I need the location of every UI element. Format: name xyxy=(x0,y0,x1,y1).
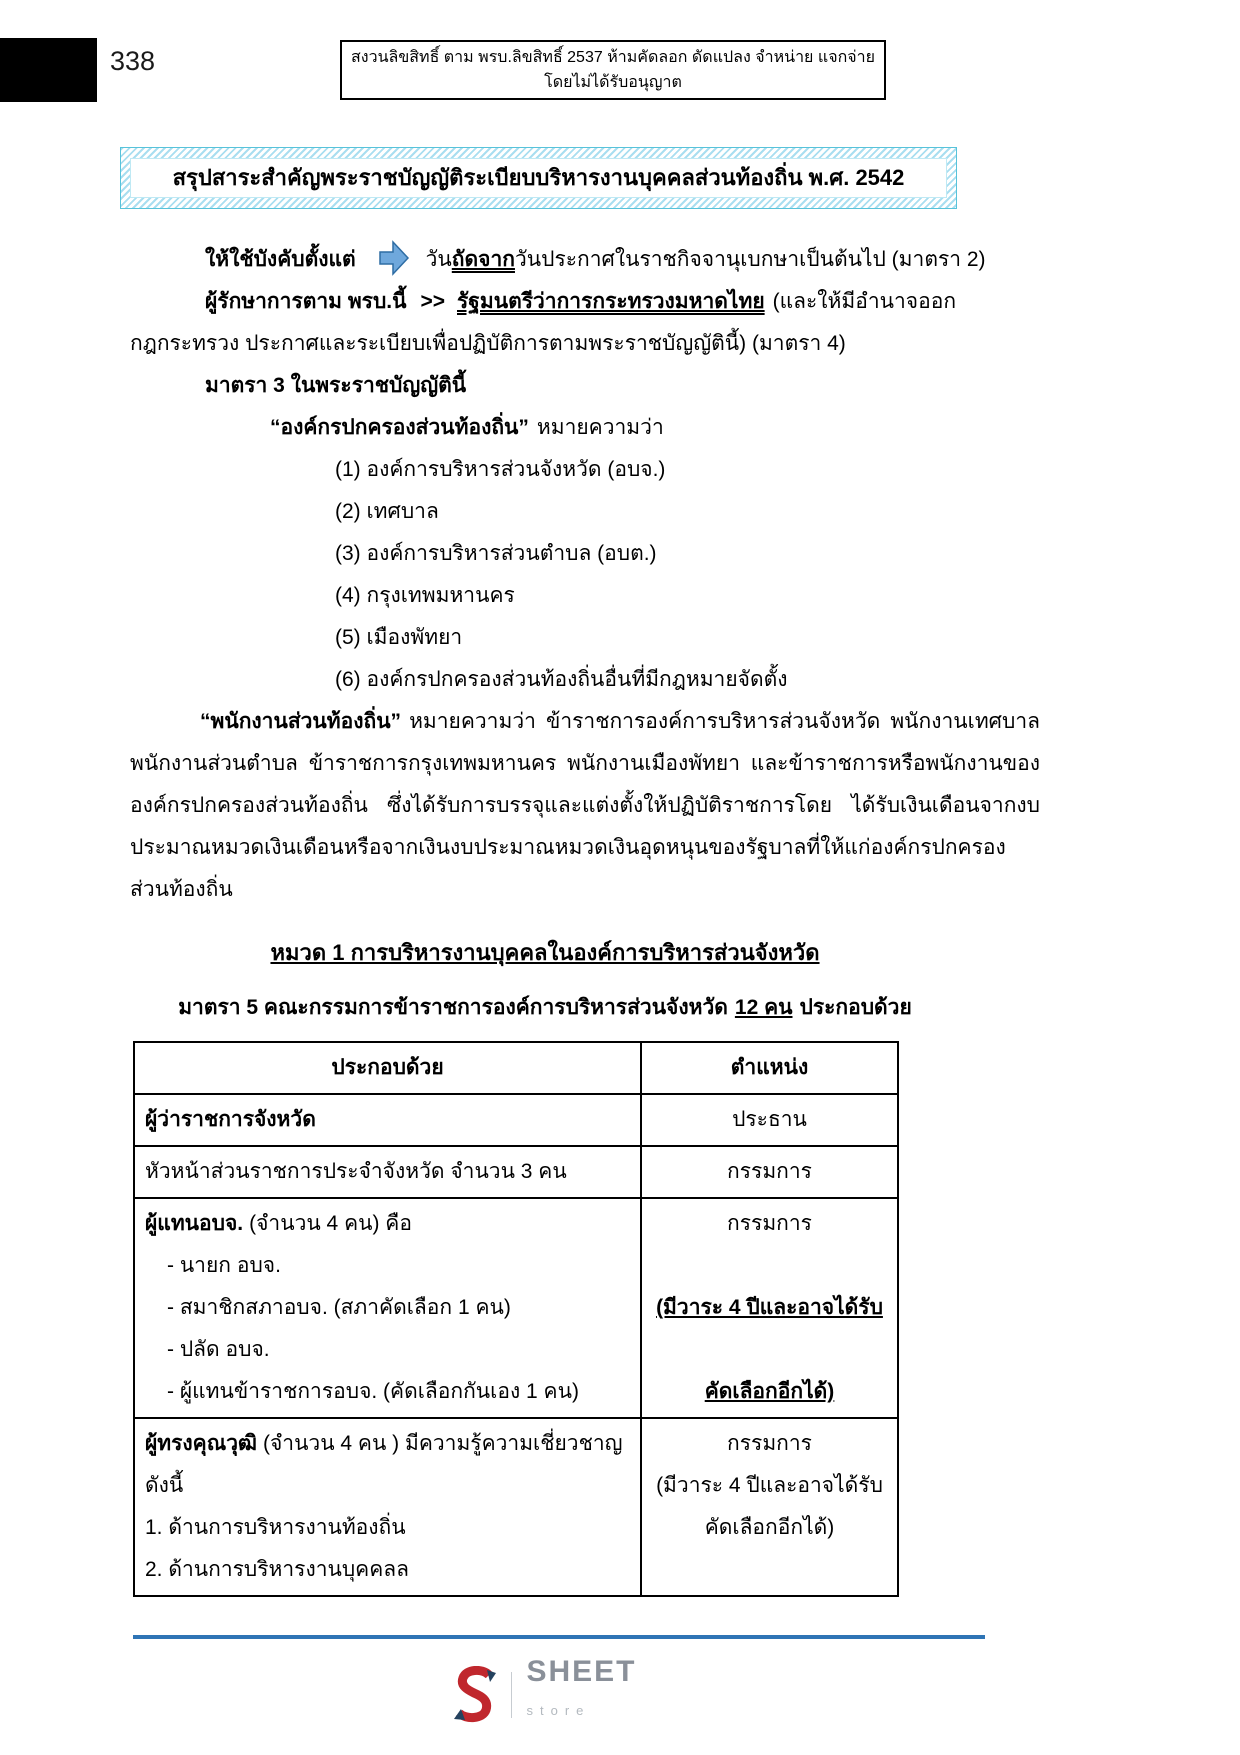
table-header-position: ตำแหน่ง xyxy=(641,1042,898,1094)
definition-2-term: “พนักงานส่วนท้องถิ่น” xyxy=(200,710,402,733)
brand-name: SHEET xyxy=(526,1655,637,1688)
document-content xyxy=(130,0,1040,1732)
row3-right xyxy=(641,1198,898,1418)
row4-term-note-2: คัดเลือกอีกได้) xyxy=(704,1516,835,1539)
brand-footer xyxy=(130,1657,960,1732)
effective-label: ให้ใช้บังคับตั้งแต่ xyxy=(205,248,356,271)
keeper-note-1: (และให้มีอำนาจออก xyxy=(772,290,957,313)
row4-term-note-1: (มีวาระ 4 ปีและอาจได้รับ xyxy=(656,1474,883,1497)
row3-sub-item: - นายก อบจ. xyxy=(167,1254,281,1277)
definition-1-term: “องค์กรปกครองส่วนท้องถิ่น” xyxy=(270,416,529,439)
brand-s-logo xyxy=(453,1666,497,1724)
section-5-count: 12 คน xyxy=(734,996,793,1019)
row4-sub-item: 2. ด้านการบริหารงานบุคคลล xyxy=(145,1558,410,1581)
table-row xyxy=(134,1418,898,1596)
chapter-1-heading xyxy=(130,931,960,975)
row1-left: ผู้ว่าราชการจังหวัด xyxy=(134,1094,641,1146)
effective-rest: วันประกาศในราชกิจจานุเบกษาเป็นต้นไป (มาตรา 2) xyxy=(514,248,986,271)
brand-subtitle: store xyxy=(526,1703,591,1718)
footer-divider-line xyxy=(133,1635,985,1639)
row2-right: กรรมการ xyxy=(641,1146,898,1198)
header-black-bar xyxy=(0,38,97,102)
row3-lead-rest: (จำนวน 4 คน) คือ xyxy=(249,1212,412,1235)
chevrons: >> xyxy=(420,290,445,313)
law-keeper-line xyxy=(130,281,1040,323)
section-5-post: ประกอบด้วย xyxy=(799,996,912,1019)
page-title: สรุปสาระสำคัญพระราชบัญญัติระเบียบบริหารงานบุคคลส่วนท้องถิ่น พ.ศ. 2542 xyxy=(130,158,947,198)
row4-right xyxy=(641,1418,898,1596)
brand-text xyxy=(526,1657,636,1732)
list-item-3: (3) องค์การบริหารส่วนตำบล (อบต.) xyxy=(335,542,657,565)
definition-1-means: หมายความว่า xyxy=(536,416,664,439)
law-keeper-continuation xyxy=(130,323,1040,365)
effective-date-line xyxy=(130,239,1040,281)
page-number: 338 xyxy=(110,46,156,76)
table-row xyxy=(134,1094,898,1146)
row3-sub-item: - ปลัด อบจ. xyxy=(167,1338,270,1361)
copyright-text: สงวนลิขสิทธิ์ ตาม พรบ.ลิขสิทธิ์ 2537 ห้ามคัดลอก ดัดแปลง จำหน่าย แจกจ่าย โดยไม่ได้รับอนุญาต xyxy=(351,49,875,91)
definition-1-line xyxy=(130,407,1040,449)
row4-lead-rest: (จำนวน 4 คน ) มีความรู้ความเชี่ยวชาญ ดังนี้ xyxy=(145,1432,623,1497)
body-text xyxy=(130,239,1040,1732)
effective-pre: วัน xyxy=(425,248,452,271)
keeper-label: ผู้รักษาการตาม พรบ.นี้ xyxy=(205,290,407,313)
definition-2-paragraph xyxy=(130,701,1040,911)
list-item-1: (1) องค์การบริหารส่วนจังหวัด (อบจ.) xyxy=(335,458,666,481)
row3-position: กรรมการ xyxy=(727,1212,812,1235)
list-item-2: (2) เทศบาล xyxy=(335,500,439,523)
table-row xyxy=(134,1146,898,1198)
row4-left xyxy=(134,1418,641,1596)
keeper-note-2: กฎกระทรวง ประกาศและระเบียบเพื่อปฏิบัติการตามพระราชบัญญัตินี้) (มาตรา 4) xyxy=(130,332,846,355)
row4-sub-item: 1. ด้านการบริหารงานท้องถิ่น xyxy=(145,1516,406,1539)
keeper-value: รัฐมนตรีว่าการกระทรวงมหาดไทย xyxy=(457,290,765,313)
row2-left: หัวหน้าส่วนราชการประจำจังหวัด จำนวน 3 คน xyxy=(134,1146,641,1198)
row4-lead-term: ผู้ทรงคุณวุฒิ xyxy=(145,1432,257,1455)
committee-table xyxy=(133,1041,899,1597)
row1-right: ประธาน xyxy=(641,1094,898,1146)
table-header-row xyxy=(134,1042,898,1094)
table-row xyxy=(134,1198,898,1418)
list-item-4: (4) กรุงเทพมหานคร xyxy=(335,584,515,607)
brand-divider xyxy=(511,1672,512,1718)
section-3-heading: มาตรา 3 ในพระราชบัญญัตินี้ xyxy=(205,374,467,397)
row3-sub-item: - ผู้แทนข้าราชการอบจ. (คัดเลือกกันเอง 1 คน) xyxy=(167,1380,579,1403)
section-5-line xyxy=(130,987,960,1029)
row3-term-note-1: (มีวาระ 4 ปีและอาจได้รับ xyxy=(656,1296,883,1319)
definition-2-text: หมายความว่า ข้าราชการองค์การบริหารส่วนจังหวัด พนักงานเทศบาล พนักงานส่วนตำบล ข้าราชการกรุงเทพมหานคร พนักงานเมืองพัทยา และข้าราชการหรือพนักงานขององค์กรปกครองส่วนท้องถิ่น ซึ่งได้รับการบรรจุและแต่งตั้งให้ปฏิบัติราชการโดย ได้รับเงินเดือนจากงบประมาณหมวดเงินเดือนหรือจากเงินงบประมาณหมวดเงินอุดหนุนของรัฐบาลที่ให้แก่องค์กรปกครองส่วนท้องถิ่น xyxy=(130,710,1040,901)
effective-keyword: ถัดจาก xyxy=(451,248,515,271)
row4-position: กรรมการ xyxy=(727,1432,812,1455)
row3-left xyxy=(134,1198,641,1418)
table-header-composition: ประกอบด้วย xyxy=(134,1042,641,1094)
list-item-6: (6) องค์กรปกครองส่วนท้องถิ่นอื่นที่มีกฎหมายจัดตั้ง xyxy=(335,668,788,691)
list-item-5: (5) เมืองพัทยา xyxy=(335,626,463,649)
row4-lead xyxy=(145,1423,630,1507)
row3-term-note-2: คัดเลือกอีกได้) xyxy=(704,1380,835,1403)
row3-lead xyxy=(145,1203,630,1245)
row3-sub-item: - สมาชิกสภาอบจ. (สภาคัดเลือก 1 คน) xyxy=(167,1296,511,1319)
title-banner xyxy=(120,147,957,209)
section-5-pre: มาตรา 5 คณะกรรมการข้าราชการองค์การบริหารส่วนจังหวัด xyxy=(178,996,728,1019)
row3-lead-term: ผู้แทนอบจ. xyxy=(145,1212,244,1235)
arrow-right-icon xyxy=(378,239,410,277)
chapter-1-heading-text: หมวด 1 การบริหารงานบุคคลในองค์การบริหารส่วนจังหวัด xyxy=(270,940,820,965)
